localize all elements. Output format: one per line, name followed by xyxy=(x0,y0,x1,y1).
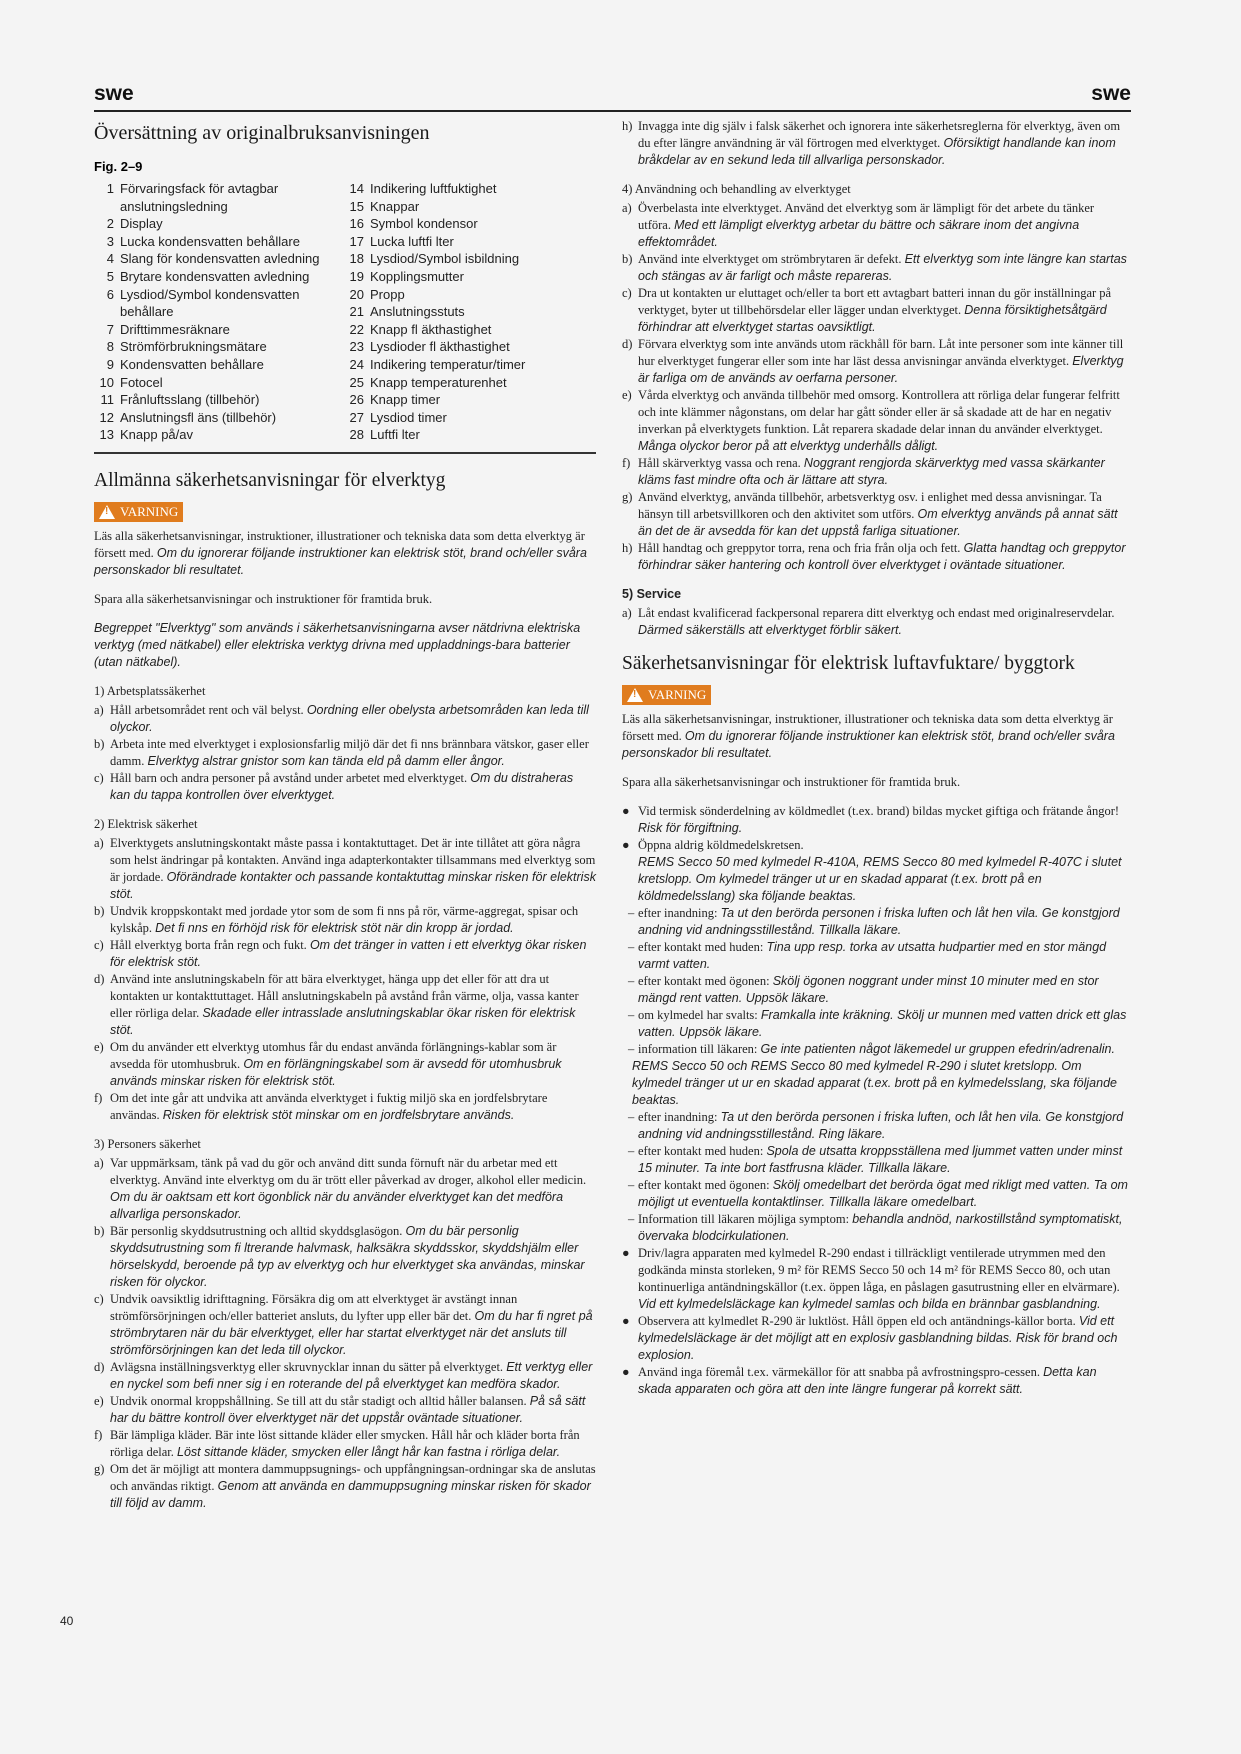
sub-item-e3: – efter kontakt med ögonen: Skölj omedelbart det berörda ögat med rikligt med vatten. Ta om möjligt ut eventuella kontaktlinser. Tillkalla läkare omedelbart. xyxy=(628,1178,1128,1209)
legend-text: Knappar xyxy=(370,198,420,214)
header-language-left: swe xyxy=(94,82,134,105)
legend-item xyxy=(344,356,594,374)
legend-number: 6 xyxy=(106,286,114,302)
item-3d: d) Avlägsna inställningsverktyg eller skruvnycklar innan du sätter på elverktyget. Ett verktyg eller en nyckel som befi nner sig i en roterande del på elverktyget kan medföra skador. xyxy=(94,1359,593,1391)
item-4h: h) Håll handtag och greppytor torra, rena och fria från olja och fett. Glatta handtag och greppytor förhindrar säker hantering och kontroll över elverktyget i oväntade situationer. xyxy=(622,541,1126,572)
legend-item xyxy=(344,391,594,409)
legend-number: 19 xyxy=(349,268,364,284)
legend-item xyxy=(344,321,594,339)
legend-text: Strömförbrukningsmätare xyxy=(120,339,267,355)
legend-item xyxy=(94,356,344,374)
item-3b: b) Bär personlig skyddsutrustning och alltid skyddsglasögon. Om du bär personlig skyddsutrustning som fi ltrerande halvmask, halksäkra skyddsskor, skyddshjälm eller hörselskydd, beroende på typ av elverktyg och hur elverktyget ska användas, minskar risken för olyckor. xyxy=(94,1223,585,1289)
intro-warning: Om du ignorerar följande instruktioner kan elektrisk stöt, brand och/eller svåra personskador bli resultatet. xyxy=(94,545,587,577)
sub-item-d4: – om kylmedel har svalts: Framkalla inte kräkning. Skölj ur munnen med vatten drick ett glas vatten. Uppsök läkare. xyxy=(628,1008,1127,1039)
section-4: 4) Användning och behandling av elverktyget xyxy=(622,182,851,196)
legend-item xyxy=(94,374,344,392)
legend-item xyxy=(344,303,594,321)
legend-number: 1 xyxy=(106,181,114,196)
legend-number: 14 xyxy=(349,181,364,196)
bullet-2: ● Öppna aldrig köldmedelskretsen. REMS Secco 50 med kylmedel R-410A, REMS Secco 80 med kylmedel R-407C i slutet kretslopp. Om kylmedel tränger ut ur en skadad apparat (t.ex. brott på en köldmedelsslang) ska följande beaktas. xyxy=(622,838,1122,903)
item-4c: c) Dra ut kontakten ur eluttaget och/eller ta bort ett avtagbart batteri innan du gör inställningar på verktyget, byter ut tillbehörsdelar eller lägger undan elverktyget. Denna försiktighetsåtgärd förhindrar att elverktyget startas oavsiktligt. xyxy=(622,286,1112,334)
legend-item xyxy=(94,426,344,444)
legend-item xyxy=(94,180,344,198)
warning-badge xyxy=(94,502,183,522)
legend-number: 9 xyxy=(106,356,114,372)
legend-item xyxy=(94,233,344,251)
warning-triangle-icon xyxy=(99,505,115,519)
figure-legend xyxy=(94,180,596,444)
legend-text: Brytare kondensvatten avledning xyxy=(120,268,310,284)
item-4d: d) Förvara elverktyg som inte används utom räckhåll för barn. Låt inte personer som inte känner till hur elverktyget fungerar eller som inte har läst dessa anvisningar använda elverktyget. Elverktyg är farliga om de används av oerfarna personer. xyxy=(622,337,1124,385)
section-5: 5) Service xyxy=(622,587,682,601)
legend-text: Drifttimmesräknare xyxy=(120,321,230,337)
warning-triangle-icon xyxy=(627,688,643,702)
legend-text: Luftfi lter xyxy=(370,427,420,443)
sub-item-e4: – Information till läkaren möjliga symptom: behandla andnöd, narkostillstånd symptomatiskt, övervaka blodcirkulationen. xyxy=(628,1212,1123,1243)
legend-number: 3 xyxy=(106,233,114,249)
item-2a: a) Elverktygets anslutningskontakt måste passa i kontaktuttaget. Det är inte tillåtet att göra några som helst ändringar på kontakten. Använd inga adapterkontakter tillsammans med elverktyg som är jordade. Oförändrade kontakter och passande kontaktuttag minskar risken för elektrisk stöt. xyxy=(94,835,596,901)
intro-text: Läs alla säkerhetsanvisningar, instruktioner, illustrationer och tekniska data som detta elverktyg är försett med. xyxy=(94,528,585,560)
legend-item xyxy=(344,198,594,216)
item-3e: e) Undvik onormal kroppshållning. Se till att du står stadigt och alltid håller balansen. På så sätt har du bättre kontroll över elverktyget när det uppstår oväntade situationer. xyxy=(94,1393,586,1425)
legend-text: Lysdioder fl äkthastighet xyxy=(370,339,510,355)
sub-item-d1: – efter inandning: Ta ut den berörda personen i friska luften och låt hen vila. Ge konstgjord andning vid andningsstillestånd. Tillkalla läkare. xyxy=(628,906,1120,937)
intro-save: Spara alla säkerhetsanvisningar och instruktioner för framtida bruk. xyxy=(94,591,433,606)
legend-text: Knapp fl äkthastighet xyxy=(370,321,492,337)
divider xyxy=(94,452,596,454)
bullet-4: ● Driv/lagra apparaten med kylmedel R-290 endast i tillräckligt ventilerade utrymmen med den godkända minsta storleken, 9 m² för REMS Secco 50 och 14 m² för REMS Secco 80, och utan kontinuerliga antändningskällor (t.ex. öppen låga, en påslagen gasutrustning eller en elvärmare). Vid ett kylmedelsläckage kan kylmedel samlas och bilda en brännbar gasblandning. xyxy=(622,1246,1120,1311)
legend-number xyxy=(94,303,120,321)
left-column xyxy=(94,118,596,1512)
right-column: h) Invagga inte dig själv i falsk säkerhet och ignorera inte säkerhetsreglerna för elverktyg, även om du efter längre användning är väl förtrogen med elverktyget. Oförsiktigt handlande kan inom bråkdelar av en sekund leda till allvarliga personskador. 4) Användning och behandling av elverktyget a) Överbelasta inte elverktyget. Använd det elverktyg som är lämpligt för det arbete du tänker utföra. Med ett lämpligt elverktyg arbetar du bättre och säkrare inom det angivna effektområdet. b) Använd inte elverktyget om strömbrytaren är defekt. Ett elverktyg som inte längre kan startas och stängas av är farligt och måste repareras. c) Dra ut kontakten ur eluttaget och/eller ta bort ett avtagbart batteri innan du gör inställningar på verktyget, byter ut tillbehörsdelar eller lägger undan elverktyget. Denna försiktighetsåtgärd förhindrar att elverktyget startas oavsiktligt. d) Förvara elverktyg som inte används utom räckhåll för barn. Låt inte personer som inte känner till hur elverktyget fungerar eller som inte har läst dessa anvisningar använda elverktyget. Elverktyg är farliga om de används av oerfarna personer. e) Vårda elverktyg och använda tillbehör med omsorg. Kontrollera att rörliga delar fungerar felfritt och inte klämmer någonstans, om delar har gått sönder eller är så skadade att de har en negativ inverkan på elverktygets funktion. Låt reparera skadade delar innan du använder elverktyget. Många olyckor beror på att elverktyg underhålls dåligt. f) Håll skärverktyg vassa och rena. Noggrant rengjorda skärverktyg med vassa skärkanter kläms fast mindre ofta och är lättare att styra. g) Använd elverktyg, använda tillbehör, arbetsverktyg osv. i enlighet med dessa anvisningar. Ta hänsyn till arbetsvillkoren och den aktivitet som utförs. Om elverktyg används på annat sätt än det de är avsedda för kan det uppstå farliga situationer. h) Håll handtag och greppytor torra, rena och fria från olja och fett. Glatta handtag och greppytor förhindrar säker hantering och kontroll över elverktyget i oväntade situationer. 5) Service a) Låt endast kvalificerad fackpersonal reparera ditt elverktyg och endast med originalreservdelar. Därmed säkerställs att elverktyget förblir säkert. Säkerhetsanvisningar för elektrisk luftavfuktare/ byggtork ! VARNING Läs alla säkerhetsanvisningar, instruktioner, illustrationer och tekniska data som detta elverktyg är försett med. Om du ignorerar följande instruktioner kan elektrisk stöt, brand och/eller svåra personskador bli resultatet. Spara alla säkerhetsanvisningar och instruktioner för framtida bruk. ● Vid termisk sönderdelning av köldmedlet (t.ex. brand) bildas mycket giftiga och frätande ångor! Risk för förgiftning. ● Öppna aldrig köldmedelskretsen. REMS Secco 50 med kylmedel R-410A, REMS Secco 80 med kylmedel R-407C i slutet kretslopp. Om kylmedel tränger ut ur en skadad apparat (t.ex. brott på en köldmedelsslang) ska följande beaktas. – efter inandning: Ta ut den berörda personen i friska luften och låt hen vila. Ge konstgjord andning vid andningsstillestånd. Tillkalla läkare. – efter kontakt med huden: Tina upp resp. torka av utsatta hudpartier med en stor mängd varmt vatten. – efter kontakt med ögonen: Skölj ögonen noggrant under minst 10 minuter med en stor mängd rent vatten. Uppsök läkare. – om kylmedel har svalts: Framkalla inte kräkning. Skölj ur munnen med vatten drick ett glas vatten. Uppsök läkare. – information till läkaren: Ge inte patienten något läkemedel ur gruppen efedrin/adrenalin. REMS Secco 50 och REMS Secco 80 med kylmedel R-290 i slutet kretslopp. Om kylmedel tränger ut ur en skadad apparat (t.ex. brott på en kylmedelsslang, ska följande beaktas. – efter inandning: Ta ut den berörda personen i friska luften, och låt hen vila. Ge konstgjord andning vid andningsstillestånd. Ring läkare. – efter kontakt med huden: Spola de utsatta kroppsställena med ljummet vatten under minst 15 minuter. Ta inte bort fastfrusna kläder. Tillkalla läkare. – efter kontakt med ögonen: Skölj omedelbart det berörda ögat med rikligt med vatten. Ta om möjligt ut eventuella kontaktlinser. Tillkalla läkare omedelbart. – Information till läkaren möjliga symptom: behandla andnöd, narkostillstånd symptomatiskt, övervaka blodcirkulationen. ● Driv/lagra apparaten med kylmedel R-290 endast i tillräckligt ventilerade utrymmen med den godkända minsta storleken, 9 m² för REMS Secco 50 och 14 m² för REMS Secco 80, och utan kontinuerliga antändningskällor (t.ex. öppen låga, en påslagen gasutrustning eller en elvärmare). Vid ett kylmedelsläckage kan kylmedel samlas och bilda en brännbar gasblandning. ● Observera att kylmedlet R-290 är luktlöst. Håll öppen eld och antändnings-källor borta. Vid ett kylmedelsläckage är det möjligt att en explosiv gasblandning bildas. Risk för brand och explosion. ● Använd inga föremål t.ex. värmekällor för att snabba på avfrostningspro-cessen. Detta kan skada apparaten och göra att den inte längre fungerar på korrekt sätt. xyxy=(622,118,1130,1398)
legend-text: Anslutningsfl äns (tillbehör) xyxy=(120,409,277,425)
legend-number xyxy=(94,198,120,216)
item-2f: f) Om det inte går att undvika att använda elverktyget i fuktig miljö ska en jordfelsbrytare användas. Risken för elektrisk stöt minskar om en jordfelsbrytare används. xyxy=(94,1090,548,1122)
legend-text: Fotocel xyxy=(120,374,163,390)
section-heading-dehumidifier: Säkerhetsanvisningar för elektrisk luftavfuktare/ byggtork xyxy=(622,653,1075,674)
legend-text: Propp xyxy=(370,286,405,302)
item-4e: e) Vårda elverktyg och använda tillbehör med omsorg. Kontrollera att rörliga delar fungerar felfritt och inte klämmer någonstans, om delar har gått sönder eller är så skadade att de har en negativ inverkan på elverktygets funktion. Låt reparera skadade delar innan du använder elverktyget. Många olyckor beror på att elverktyg underhålls dåligt. xyxy=(622,388,1120,453)
legend-text: Kopplingsmutter xyxy=(370,268,464,284)
item-4f: f) Håll skärverktyg vassa och rena. Noggrant rengjorda skärverktyg med vassa skärkanter kläms fast mindre ofta och är lättare att styra. xyxy=(622,456,1105,487)
item-5a: a) Låt endast kvalificerad fackpersonal reparera ditt elverktyg och endast med originalreservdelar. Därmed säkerställs att elverktyget förblir säkert. xyxy=(622,606,1115,637)
item-2b: b) Undvik kroppskontakt med jordade ytor som de som fi nns på rör, värme-aggregat, spisar och kylskåp. Det fi nns en förhöjd risk för elektrisk stöt när din kropp är jordad. xyxy=(94,903,579,935)
legend-text: Lucka kondensvatten behållare xyxy=(120,233,300,249)
warning-label: VARNING xyxy=(648,687,707,702)
item-4a: a) Överbelasta inte elverktyget. Använd det elverktyg som är lämpligt för det arbete du tänker utföra. Med ett lämpligt elverktyg arbetar du bättre och säkrare inom det angivna effektområdet. xyxy=(622,201,1095,249)
item-2e: e) Om du använder ett elverktyg utomhus får du endast använda förlängnings-kablar som är avsedda för utomhusbruk. Om en förlängningskabel som är avsedd för utomhusbruk används minskar risken för elektrisk stöt. xyxy=(94,1039,562,1088)
section-1: 1) Arbetsplatssäkerhet xyxy=(94,683,206,698)
legend-item xyxy=(94,321,344,339)
legend-text: Lysdiod timer xyxy=(370,409,447,425)
legend-left-list xyxy=(94,180,344,444)
legend-number: 4 xyxy=(106,251,114,267)
sub-item-d2: – efter kontakt med huden: Tina upp resp. torka av utsatta hudpartier med en stor mängd varmt vatten. xyxy=(628,940,1107,971)
legend-item xyxy=(94,286,344,304)
page-number: 40 xyxy=(60,1614,74,1628)
legend-item xyxy=(94,338,344,356)
legend-number: 25 xyxy=(349,374,364,390)
legend-text: Kondensvatten behållare xyxy=(120,356,264,372)
header-language-right: swe xyxy=(1091,82,1131,105)
legend-number: 11 xyxy=(100,392,114,408)
sub-item-d5: – information till läkaren: Ge inte patienten något läkemedel ur gruppen efedrin/adrenalin. xyxy=(628,1042,1115,1056)
legend-item xyxy=(94,391,344,409)
legend-item xyxy=(94,409,344,427)
legend-text: Anslutningsstuts xyxy=(370,304,465,320)
legend-text: Display xyxy=(120,216,163,232)
legend-item xyxy=(94,250,344,268)
legend-number: 24 xyxy=(349,356,364,372)
legend-item xyxy=(344,180,594,198)
legend-text: Knapp på/av xyxy=(120,427,194,443)
intro-definition: Begreppet "Elverktyg" som används i säkerhetsanvisningarna avser nätdrivna elektriska verktyg (med nätkabel) eller elektriska verktyg drivna med uppladdnings-bara batterier (utan nätkabel). xyxy=(94,620,581,669)
legend-number: 13 xyxy=(99,427,114,443)
item-2d: d) Använd inte anslutningskabeln för att bära elverktyget, hänga upp det eller för att dra ut kontakten ur kontakttuttaget. Håll anslutningskabeln på avstånd från värme, olja, vassa kanter eller rörliga delar. Skadade eller intrasslade anslutningskablar ökar risken för elektrisk stöt. xyxy=(94,971,579,1037)
sub-item-e2: – efter kontakt med huden: Spola de utsatta kroppsställena med ljummet vatten under minst 15 minuter. Ta inte bort fastfrusna kläder. Tillkalla läkare. xyxy=(628,1144,1123,1175)
legend-text: anslutningsledning xyxy=(120,198,228,214)
legend-number: 28 xyxy=(349,427,364,443)
section-3: 3) Personers säkerhet xyxy=(94,1136,201,1151)
item-1a: a) Håll arbetsområdet rent och väl belyst. Oordning eller obelysta arbetsområden kan leda till olyckor. xyxy=(94,702,589,734)
page-title: Översättning av originalbruksanvisningen xyxy=(94,122,430,144)
legend-item xyxy=(344,426,594,444)
legend-number: 12 xyxy=(99,409,114,425)
page-header xyxy=(94,82,1131,112)
legend-number: 26 xyxy=(349,392,364,408)
section-2: 2) Elektrisk säkerhet xyxy=(94,816,198,831)
legend-right-list xyxy=(344,180,594,444)
item-2c: c) Håll elverktyg borta från regn och fukt. Om det tränger in vatten i ett elverktyg ökar risken för elektrisk stöt. xyxy=(94,937,587,969)
legend-item xyxy=(344,286,594,304)
legend-number: 20 xyxy=(349,286,364,302)
legend-item xyxy=(344,268,594,286)
warning-badge-2 xyxy=(622,685,711,705)
section-heading-general: Allmänna säkerhetsanvisningar för elverktyg xyxy=(94,469,446,491)
legend-number: 21 xyxy=(349,304,364,320)
legend-item xyxy=(344,250,594,268)
legend-text: Lysdiod/Symbol kondensvatten xyxy=(120,286,300,302)
legend-item xyxy=(344,374,594,392)
warning-label: VARNING xyxy=(120,503,179,519)
legend-number: 22 xyxy=(349,321,364,337)
sub-item-e1: – efter inandning: Ta ut den berörda personen i friska luften, och låt hen vila. Ge konstgjord andning vid andningsstillestånd. Ring läkare. xyxy=(628,1110,1124,1141)
legend-number: 16 xyxy=(349,216,364,232)
legend-number: 18 xyxy=(349,251,364,267)
bullet-6: ● Använd inga föremål t.ex. värmekällor för att snabba på avfrostningspro-cessen. Detta kan skada apparaten och göra att den inte längre fungerar på korrekt sätt. xyxy=(622,1365,1097,1396)
legend-text: Indikering temperatur/timer xyxy=(370,356,526,372)
legend-text: Knapp temperaturenhet xyxy=(370,374,507,390)
item-3f: f) Bär lämpliga kläder. Bär inte löst sittande kläder eller smycken. Håll hår och kläder borta från rörliga delar. Löst sittande kläder, smycken eller långt hår kan fastna i rörliga delar. xyxy=(94,1427,580,1459)
item-1b: b) Arbeta inte med elverktyget i explosionsfarlig miljö där det fi nns brännbara vätskor, gaser eller damm. Elverktyg alstrar gnistor som kan tända eld på damm eller ångor. xyxy=(94,736,589,768)
legend-text: Indikering luftfuktighet xyxy=(370,181,497,196)
sub-item-d3: – efter kontakt med ögonen: Skölj ögonen noggrant under minst 10 minuter med en stor mängd rent vatten. Uppsök läkare. xyxy=(628,974,1099,1005)
item-3h: h) Invagga inte dig själv i falsk säkerhet och ignorera inte säkerhetsreglerna för elverktyg, även om du efter längre användning är väl förtrogen med elverktyget. Oförsiktigt handlande kan inom bråkdelar av en sekund leda till allvarliga personskador. xyxy=(622,119,1121,167)
legend-number: 15 xyxy=(349,198,364,214)
legend-number: 7 xyxy=(106,321,114,337)
legend-number: 2 xyxy=(106,216,114,232)
item-3a: a) Var uppmärksam, tänk på vad du gör och använd ditt sunda förnuft när du arbetar med ett elverktyg. Använd inte elverktyg om du är trött eller påverkad av droger, alkohol eller medicin. Om du är oaktsam ett kort ögonblick när du använder elverktyget kan det medföra allvarliga personskador. xyxy=(94,1155,587,1221)
legend-item xyxy=(344,338,594,356)
item-4b: b) Använd inte elverktyget om strömbrytaren är defekt. Ett elverktyg som inte längre kan startas och stängas av är farligt och måste repareras. xyxy=(622,252,1127,283)
legend-item xyxy=(94,215,344,233)
legend-text: Symbol kondensor xyxy=(370,216,478,232)
legend-item xyxy=(344,409,594,427)
legend-text: Förvaringsfack för avtagbar xyxy=(120,181,279,196)
legend-item xyxy=(344,215,594,233)
bullet-1: ● Vid termisk sönderdelning av köldmedlet (t.ex. brand) bildas mycket giftiga och frätande ångor! Risk för förgiftning. xyxy=(622,804,1120,835)
legend-number: 10 xyxy=(99,374,114,390)
bullet-5: ● Observera att kylmedlet R-290 är luktlöst. Håll öppen eld och antändnings-källor borta. Vid ett kylmedelsläckage är det möjligt att en explosiv gasblandning bildas. Risk för brand och explosion. xyxy=(622,1314,1118,1362)
legend-text: Slang för kondensvatten avledning xyxy=(120,251,320,267)
legend-item xyxy=(94,303,344,321)
item-3c: c) Undvik oavsiktlig idrifttagning. Försäkra dig om att elverktyget är avstängt innan strömförsörjningen och/eller batteriet ansluts, du lyfter upp eller bär det. Om du har fi ngret på strömbrytaren när du bär elverktyget, eller har startat elverktyget när det ansluts till strömförsörjningen kan det leda till olyckor. xyxy=(94,1291,593,1357)
legend-number: 23 xyxy=(349,339,364,355)
legend-item xyxy=(344,233,594,251)
legend-text: Lucka luftfi lter xyxy=(370,233,454,249)
legend-number: 17 xyxy=(349,233,364,249)
r290-note: REMS Secco 50 och REMS Secco 80 med kylmedel R-290 i slutet kretslopp. Om kylmedel tränger ut ur en skadad apparat (t.ex. brott på en kylmedelsslang, ska följande beaktas. xyxy=(632,1059,1117,1107)
fig-label: Fig. 2–9 xyxy=(94,159,143,174)
legend-number: 5 xyxy=(106,268,114,284)
item-1c: c) Håll barn och andra personer på avstånd under arbetet med elverktyget. Om du distraheras kan du tappa kontrollen över elverktyget. xyxy=(94,770,574,802)
legend-text: Frånluftsslang (tillbehör) xyxy=(120,392,260,408)
legend-text: Knapp timer xyxy=(370,392,441,408)
legend-text: behållare xyxy=(120,304,174,320)
legend-text: Lysdiod/Symbol isbildning xyxy=(370,251,520,267)
legend-item xyxy=(94,198,344,216)
legend-number: 27 xyxy=(349,409,364,425)
item-4g: g) Använd elverktyg, använda tillbehör, arbetsverktyg osv. i enlighet med dessa anvisningar. Ta hänsyn till arbetsvillkoren och den aktivitet som utförs. Om elverktyg används på annat sätt än det de är avsedda för kan det uppstå farliga situationer. xyxy=(622,490,1118,538)
legend-item xyxy=(94,268,344,286)
legend-number: 8 xyxy=(106,339,114,355)
item-3g: g) Om det är möjligt att montera dammuppsugnings- och uppfångningsan-ordningar ska de anslutas och användas riktigt. Genom att använda en dammuppsugning minskar risken för skador till följd av damm. xyxy=(94,1461,596,1510)
